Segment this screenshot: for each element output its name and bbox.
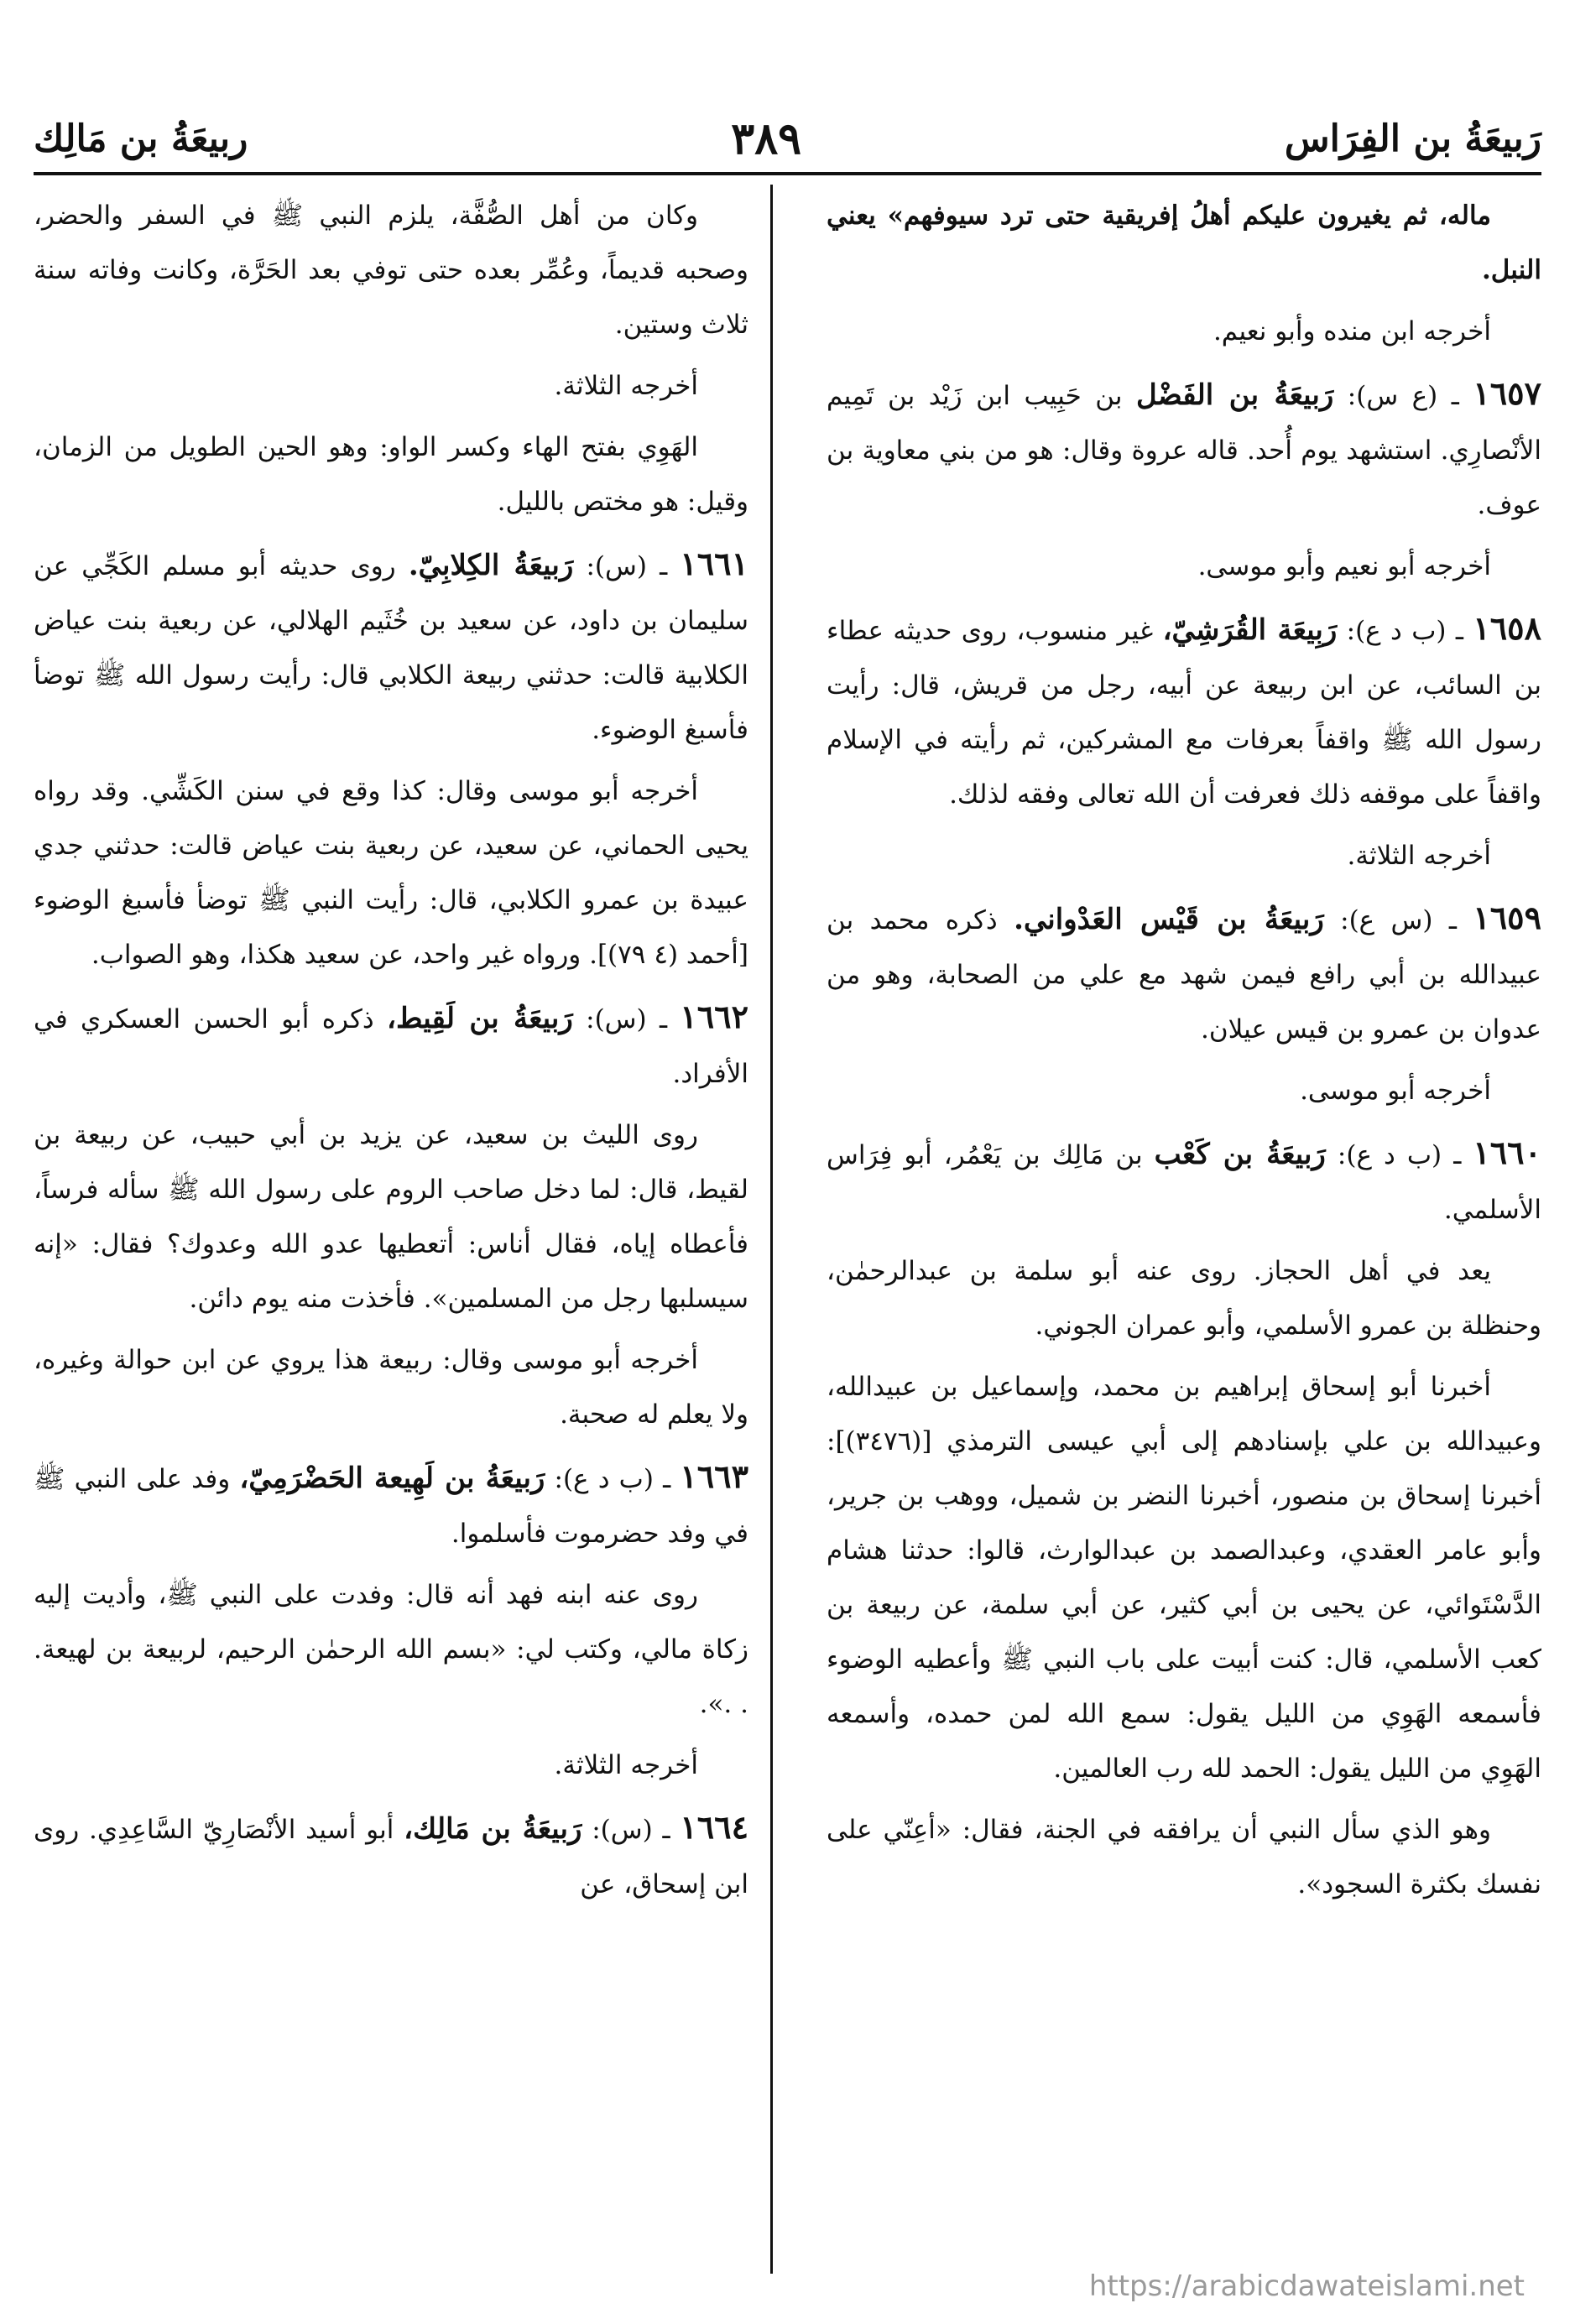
body-paragraph: روى الليث بن سعيد، عن يزيد بن أبي حبيب، عن ربيعة بن لقيط، قال: لما دخل صاحب الروم على رسول الله ﷺ سأله فرساً، فأعطاه إياه، فقال أناس: أتعطيها عدو الله وعدوك؟ فقال: «إنه سيسلبها رجل من المسلمين». فأخذت منه يوم دائن. xyxy=(34,1120,748,1314)
entry-text: بن حَبِيب ابن زَيْد بن تَمِيم الأنْصارِي. استشهد يوم أُحد. قاله عروة وقال: هو من بني معاوية بن عوف. xyxy=(827,381,1541,520)
entry-name: رَبيعَةُ بن كَعْب xyxy=(1154,1138,1326,1171)
entry-paragraph xyxy=(34,989,748,1102)
entry-name: رَبيعَةُ بن قَيْس العَدْواني. xyxy=(1014,903,1324,936)
entry-paragraph xyxy=(827,890,1541,1057)
watermark-url: https://arabicdawateislami.net xyxy=(1088,2269,1525,2303)
body-paragraph: ماله، ثم يغيرون عليكم أهلُ إفريقية حتى ترد سيوفهم» يعني النبل. xyxy=(827,201,1541,285)
entry-name: رَبِيعَة القُرَشِيّ، xyxy=(1162,613,1338,647)
left-running-head: ربيعَةُ بن مَالِك xyxy=(34,117,248,160)
entry-text: غير منسوب، روى حديثه عطاء بن السائب، عن ابن ربيعة عن أبيه، رجل من قريش، قال: رأيت رسول الله ﷺ واقفاً بعرفات مع المشركين، ثم رأيته في الإسلام واقفاً على موقفه ذلك فعرفت أن الله تعالى وفقه لذلك. xyxy=(827,616,1541,810)
body-paragraph: أخرجه أبو موسى. xyxy=(1300,1076,1491,1106)
body-paragraph: يعد في أهل الحجاز. روى عنه أبو سلمة بن عبدالرحمٰن، وحنظلة بن عمرو الأسلمي، وأبو عمران الجوني. xyxy=(827,1256,1541,1341)
entry-source-code: ـ (س): xyxy=(572,1004,681,1034)
entry-source-code: ـ (س): xyxy=(581,1815,681,1845)
body-paragraph: روى عنه ابنه فهد أنه قال: وفدت على النبي ﷺ، وأديت إليه زكاة مالي، وكتب لي: «بسم الله الرحمٰن الرحيم، لربيعة بن لهيعة. . .». xyxy=(34,1580,748,1719)
entry-source-code: ـ (س): xyxy=(573,551,681,581)
entry-text: روى حديثه أبو مسلم الكَجِّي عن سليمان بن داود، عن سعيد بن خُثَيم الهلالي، عن ربعية بنت عياض الكلابية قالت: حدثني ربيعة الكلابي قال: رأيت رسول الله ﷺ توضأ فأسبغ الوضوء. xyxy=(34,551,748,745)
entry-source-code: ـ (ب د ع): xyxy=(1325,1140,1473,1170)
entry-paragraph xyxy=(827,601,1541,822)
entry-paragraph xyxy=(34,536,748,758)
entry-number: ١٦٦٠ xyxy=(1473,1133,1541,1171)
entry-paragraph xyxy=(827,366,1541,533)
entry-paragraph xyxy=(827,1125,1541,1238)
body-paragraph: أخرجه الثلاثة. xyxy=(1347,841,1491,871)
body-paragraph: الهَوِي بفتح الهاء وكسر الواو: وهو الحين الطويل من الزمان، وقيل: هو مختص بالليل. xyxy=(34,432,748,517)
entry-name: رَبيعَةُ بن لَقِيط، xyxy=(386,1002,573,1035)
entry-number: ١٦٦٤ xyxy=(680,1808,748,1846)
entry-source-code: ـ (ب د ع): xyxy=(545,1464,681,1494)
entry-number: ١٦٦١ xyxy=(680,545,748,582)
entry-source-code: ـ (ع س): xyxy=(1333,381,1473,411)
entry-source-code: ـ (س ع): xyxy=(1323,905,1473,935)
entry-paragraph xyxy=(34,1800,748,1912)
entry-name: رَبيعَةُ بن مَالِك، xyxy=(404,1812,582,1846)
running-header xyxy=(34,105,1541,172)
entry-paragraph xyxy=(34,1449,748,1561)
entry-name: رَبيعَةُ الكِلابِيّ. xyxy=(408,549,574,582)
body-paragraph: أخرجه ابن منده وأبو نعيم. xyxy=(1213,316,1491,347)
body-paragraph: أخرجه أبو موسى وقال: كذا وقع في سنن الكَشِّي. وقد رواه يحيى الحماني، عن سعيد، عن ربعية بنت عياض قالت: حدثني جدي عبيدة بن عمرو الكلابي، قال: رأيت النبي ﷺ توضأ فأسبغ الوضوء [أحمد (٤ ٧٩)]. ورواه غير واحد، عن سعيد هكذا، وهو الصواب. xyxy=(34,776,748,970)
body-paragraph: وكان من أهل الصُّفَّة، يلزم النبي ﷺ في السفر والحضر، وصحبه قديماً، وعُمِّر بعده حتى توفي بعد الحَرَّة، وكانت وفاته سنة ثلاث وستين. xyxy=(34,201,748,340)
body-paragraph: وهو الذي سأل النبي أن يرافقه في الجنة، فقال: «أعِنّي على نفسك بكثرة السجود». xyxy=(827,1815,1541,1899)
entry-number: ١٦٦٢ xyxy=(680,998,748,1035)
entry-text: بن مَالِك بن يَعْمُر، أبو فِرَاس الأسلمي. xyxy=(827,1140,1541,1225)
body-paragraph: أخبرنا أبو إسحاق إبراهيم بن محمد، وإسماعيل بن عبيدالله، وعبيدالله بن علي بإسنادهم إلى أبي عيسى الترمذي [(٣٤٧٦)]: أخبرنا إسحاق بن منصور، أخبرنا النضر بن شميل، ووهب بن جرير، وأبو عامر العقدي، وعبدالصمد بن عبدالوارث، قالوا: حدثنا هشام الدَّسْتَوائي، عن يحيى بن أبي كثير، عن أبي سلمة، عن ربيعة بن كعب الأسلمي، قال: كنت أبيت على باب النبي ﷺ وأعطيه الوضوء فأسمعه الهَوِي من الليل يقول: سمع الله لمن حمده، وأسمعه الهَوِي من الليل يقول: الحمد لله رب العالمين. xyxy=(827,1372,1541,1784)
entry-number: ١٦٥٩ xyxy=(1473,899,1541,936)
body-paragraph: أخرجه الثلاثة. xyxy=(554,371,698,401)
left-column xyxy=(34,189,748,2265)
body-paragraph: أخرجه أبو نعيم وأبو موسى. xyxy=(1197,551,1491,581)
body-paragraph: أخرجه الثلاثة. xyxy=(554,1750,698,1780)
entry-source-code: ـ (ب د ع): xyxy=(1337,616,1473,646)
right-running-head: رَبيعَةُ بن الفِرَاس xyxy=(1284,117,1541,160)
entry-text: وفد على النبي ﷺ في وفد حضرموت فأسلموا. xyxy=(34,1464,748,1549)
entry-name: رَبيعَةُ بن لَهِيعة الحَضْرَمِيّ، xyxy=(239,1462,545,1495)
right-column xyxy=(827,189,1541,2265)
entry-text: ذكره محمد بن عبيدالله بن أبي رافع فيمن شهد مع علي من الصحابة، وهو من عدوان بن عمرو بن قيس عيلان. xyxy=(827,905,1541,1045)
header-rule xyxy=(34,172,1541,175)
entry-number: ١٦٥٨ xyxy=(1473,609,1541,647)
entry-text: أبو أسيد الأنْصَارِيّ السَّاعِدِي. روى ابن إسحاق، عن xyxy=(34,1815,748,1899)
entry-text: ذكره أبو الحسن العسكري في الأفراد. xyxy=(34,1004,748,1089)
entry-number: ١٦٦٣ xyxy=(680,1457,748,1495)
body-paragraph: أخرجه أبو موسى وقال: ربيعة هذا يروي عن ابن حوالة وغيره، ولا يعلم له صحبة. xyxy=(34,1345,748,1430)
entry-number: ١٦٥٧ xyxy=(1473,374,1541,412)
entry-name: رَبيعَةُ بن الفَضْل xyxy=(1135,378,1334,412)
page-number: ٣٨٩ xyxy=(731,112,802,164)
column-divider xyxy=(770,185,773,2274)
